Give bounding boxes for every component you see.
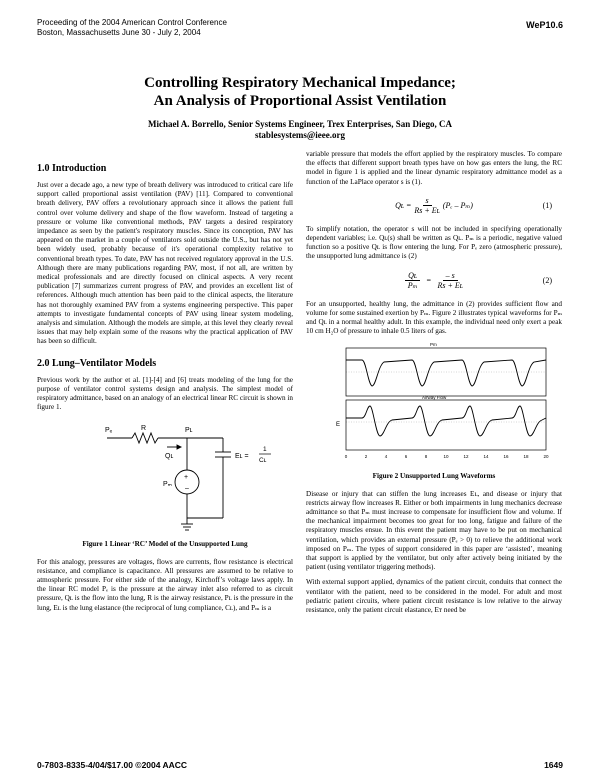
fig1-one-label: 1 [263,446,267,454]
eq2-rhs-numerator: – s [443,271,458,281]
fig1-r-label: R [141,425,147,433]
fig2-airway-flow-label: Airway Flow [422,395,447,401]
fig2-tick-label: 2 [364,454,368,460]
eq2-rhs-fraction [437,271,462,290]
copyright-footer: 0-7803-8335-4/04/$17.00 ©2004 AACC [37,760,188,770]
fig1-pl-label: Pʟ [185,427,193,435]
healthy-lung-paragraph: For an unsupported, healthy lung, the admittance in (2) provides sufficient flow and volume for some sustained exertion by Pₘ. Figure 2 illustrates typical waveforms for Pₘ and Qʟ in a normal healthy adult. In this example, the individual need only exert a peak 10 cm H₂O of pressure to inhale 0.5 liters of gas. [306,299,562,336]
eq1-number: (1) [542,201,552,211]
fig1-pm-label: Pₘ [163,481,173,489]
author-block [0,119,600,141]
external-support-paragraph: With external support applied, dynamics of the patient circuit, conduits that connect the ventilator with the patient, need to be considered in the model. For adult and most pediatric patient circuits, where patient circuit resistance is low relative to the airway resistance, only the patient circuit elastance, Eᴛ need be [306,578,562,615]
eq1-numerator: s [423,196,432,206]
figure-2 [306,342,562,468]
rc-circuit-diagram [37,418,293,536]
notation-paragraph: To simplify notation, the operator s will not be included in specifying operationally dependent variables; i.e. Qʟ(s) shall be written as Qʟ. Pₘ is a periodic, negative valued function so a positive Qʟ is flow entering the lung. For Pₑ zero (atmospheric pressure), the unsupported lung admittance is (2) [306,224,562,261]
eq2-lhs-fraction [405,271,420,290]
fig1-minus-sign: – [185,485,189,493]
conference-title: Proceeding of the 2004 American Control Conference [37,18,227,27]
eq1-fraction [414,196,439,215]
fig2-pm-label: Pm [430,342,437,348]
session-code: WeP10.6 [526,20,563,30]
fig2-tick-label: 0 [344,454,348,460]
title-line-2: An Analysis of Proportional Assist Ventilation [153,93,447,109]
fig2-e-label: E [336,422,341,429]
conference-location: Boston, Massachusetts June 30 - July 2, 2004 [37,28,201,37]
equation-1 [306,193,562,219]
eq1-lhs: Qʟ = [395,201,412,211]
intro-paragraph: Just over a decade ago, a new type of breath delivery was introduced to critical care life support called proportional assist ventilation (PAV) [11]. Compared to conventional breath delivery, PAV offers a revolutionary approach since it allows the patient full control over volume delivery and shape of the flow waveform. Instead of targeting a pressure or volume like conventional methods, PAV targets a desired respiratory impedance as seen by the patient's respiratory muscles. Since its conception, PAV has appeared on the market in a couple of ventilators sold outside the U.S., but has not yet been widely used, probably because of it's operational complexity relative to conventional breath types. To date, PAV has not received regulatory approval in the U.S. Although there are many publications regarding PAV, most, if not all, are written by medical professionals and are directly focused on clinical aspects. A very recent publication [7] summarizes current progress of PAV, and provides an excellent list of references. Although much attention has been paid to the clinical aspects, the literature has not thoroughly examined PAV from a systems engineering perspective. This paper attempts to investigate fundamental concepts of PAV using linear system modeling, analysis and simulation. Although the models are simple, at this level they clearly reveal issues that may help explain some of the reasons why the practical application of PAV has been so difficult. [37,181,293,346]
author-email: stablesystems@ieee.org [254,130,346,140]
eq1-rhs: (Pₑ – Pₘ) [442,201,473,211]
fig1-pe-label: Pₑ [105,427,113,435]
fig2-tick-label: 6 [404,454,408,460]
fig2-tick-label: 8 [424,454,428,460]
fig1-el-label: Eʟ = [235,453,249,461]
paper-title [0,74,600,110]
fig2-tick-label: 4 [384,454,388,460]
right-column [306,150,562,621]
eq2-lhs-denominator: Pₘ [407,281,418,291]
intro-heading: 1.0 Introduction [37,163,107,174]
lung-models-heading: 2.0 Lung–Ventilator Models [37,357,157,369]
eq1-denominator: Rs + Eʟ [414,206,440,216]
fig2-tick-label: 18 [523,454,529,460]
lung-waveforms-plot [306,342,562,468]
figure-1-caption: Figure 1 Linear ‘RC’ Model of the Unsupported Lung [82,540,248,549]
fig1-cl-label: Cʟ [259,457,267,465]
eq2-lhs-numerator: Qʟ [405,271,420,281]
lung-models-paragraph: Previous work by the author et al. [1]-[4] and [6] treats modeling of the lung for the purpose of ventilator control systems design and analysis. The simplest model of respiratory admittance, based on an analogy of an electrical linear RC circuit is shown in figure 1. [37,375,293,412]
fig2-tick-label: 20 [543,454,549,460]
left-column [37,152,293,619]
fig2-tick-label: 10 [443,454,449,460]
admittance-paragraph: variable pressure that models the effort applied by the respiratory muscles. To compare the effects that different support breath types have on how gas enters the lung, the RC model in figure 1 is applied and the linear dynamic respiratory admittance model as a function of the LaPlace operator s is (1). [306,150,562,186]
conference-header [37,18,227,38]
eq2-rhs-denominator: Rs + Eʟ [437,281,463,291]
analogy-paragraph: For this analogy, pressures are voltages, flows are currents, flow resistance is electrical resistance, and compliance is capacitance. All pressures are assumed to be relative to atmospheric pressure. For either side of the analogy, Kirchoff’s voltage laws apply. In the linear RC model Pₑ is the pressure at the airway inlet also referred to as circuit pressure, Qʟ is the flow into the lung, R is the airway resistance, Pʟ is the pressure in the lung, Eʟ is the lung elastance (the reciprocal of lung compliance, Cʟ), and Pₘ is a [37,557,293,612]
equation-2: $\frac{\text{Qʟ}}{\text{Pₘ}}$ = $\frac{- s}{\text{Rs + Eʟ}}$ (2) [306,268,562,294]
figure-2-caption: Figure 2 Unsupported Lung Waveforms [372,472,496,481]
disease-paragraph: Disease or injury that can stiffen the lung increases Eʟ, and disease or injury that restricts airway flow increases R. Either or both impairments in lung mechanics decrease admittance so that Pₘ must increase to compensate for insufficient flow and volume. If the mechanical impairment becomes too great for too long, fatigue and failure of the respiratory muscles ensue. In this event the patient may have to be put on mechanical ventilation, which provides an external pressure (Pₑ > 0) to relieve the additional work imposed on Pₘ. The types of support considered in this paper are ‘assisted’, meaning that support is applied by the ventilator, but only after actively being initiated by the patient (using ventilator triggering methods). [306,489,562,572]
title-line-1: Controlling Respiratory Mechanical Impedance; [144,75,456,91]
page-number: 1649 [544,760,563,770]
fig2-tick-label: 12 [463,454,469,460]
fig1-ql-label: Qʟ [165,453,174,461]
fig1-plus-sign: + [184,474,189,482]
eq2-number: (2) [542,276,552,286]
fig2-tick-label: 16 [503,454,509,460]
fig2-tick-label: 14 [483,454,489,460]
author-line: Michael A. Borrello, Senior Systems Engineer, Trex Enterprises, San Diego, CA [147,119,453,129]
figure-1 [37,418,293,536]
